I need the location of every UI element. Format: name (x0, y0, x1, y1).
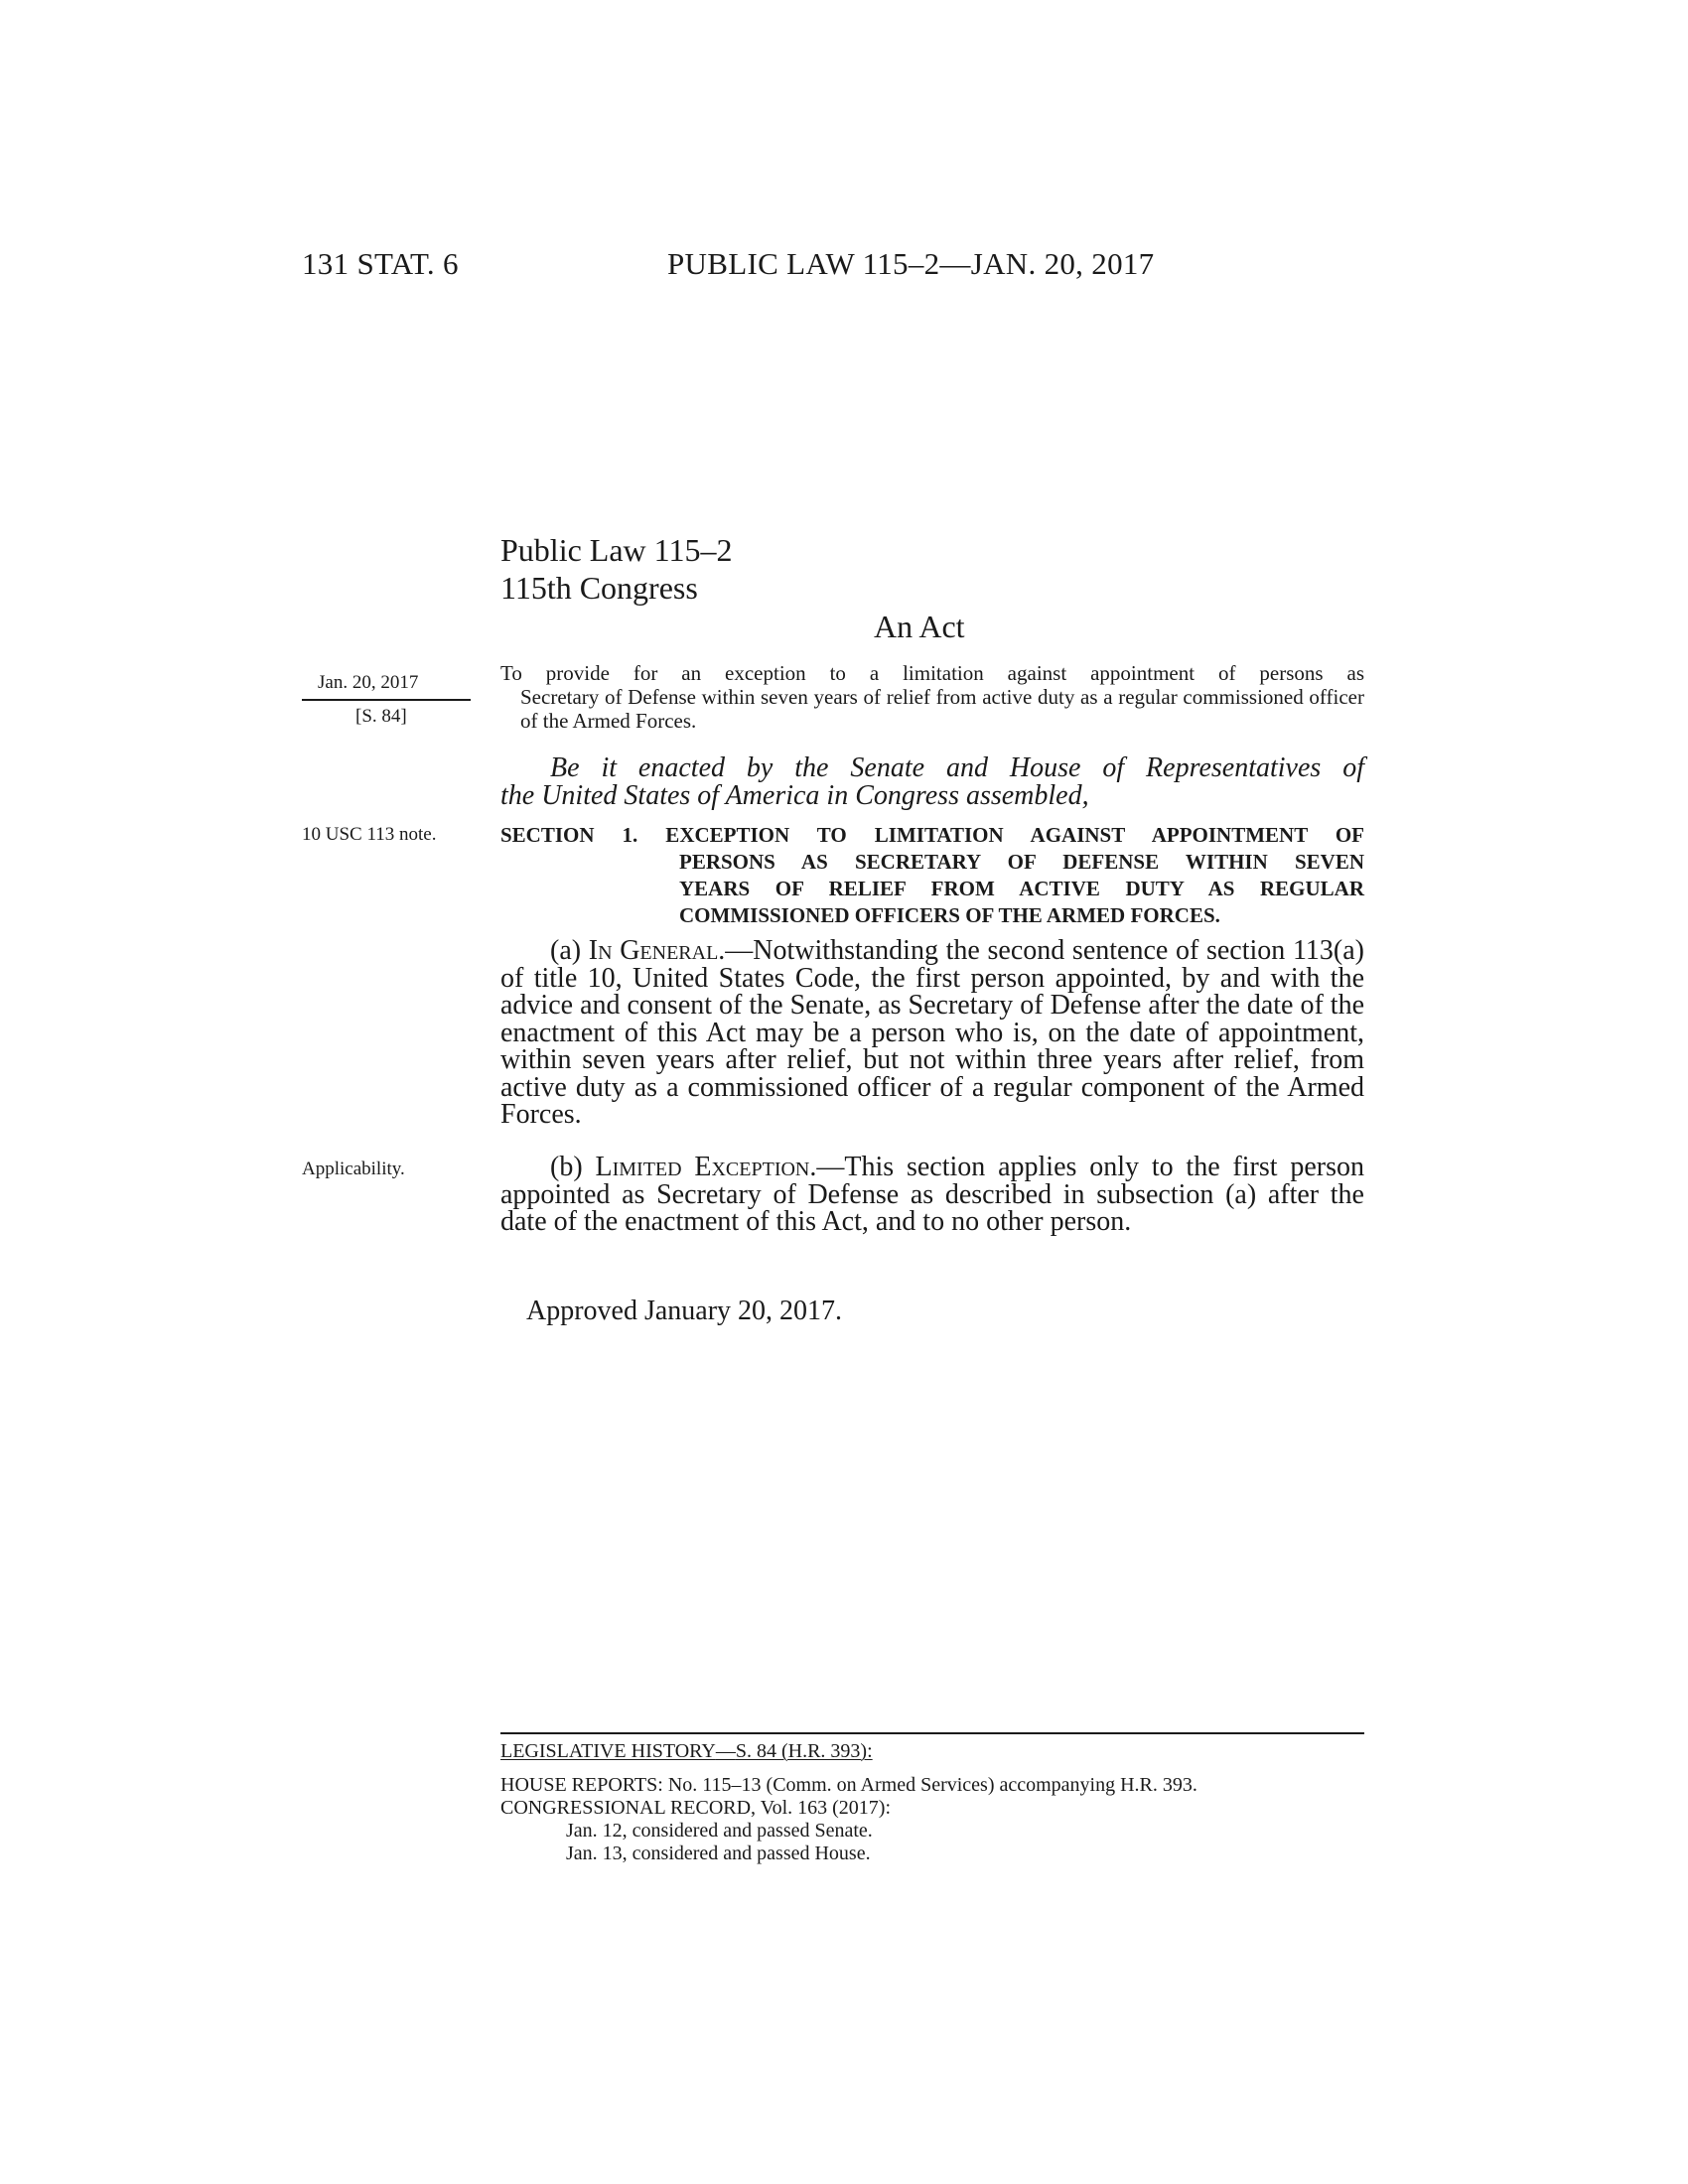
subsection-b: (b) Limited Exception.—This section applies only to the first person appointed as Secretary of Defense as described in subsection (a) after the date of the enactment of this Act, and to no other person. (500, 1152, 1365, 1237)
enacting-clause-line-2: the United States of America in Congress assembled, (500, 780, 1089, 811)
enacting-clause (500, 754, 1364, 810)
congress-number: 115th Congress (500, 570, 698, 606)
margin-note-usc: 10 USC 113 note. (302, 824, 437, 845)
legislative-history-bill: S. 84 (H.R. 393): (735, 1740, 873, 1762)
approval-date: Approved January 20, 2017. (526, 1296, 843, 1326)
section-heading-line-1: SECTION 1. EXCEPTION TO LIMITATION AGAINST APPOINTMENT OF (500, 823, 1364, 847)
subsection-b-label: (b) (550, 1152, 583, 1182)
footnote-rule (500, 1732, 1364, 1734)
purpose-rest: Secretary of Defense within seven years of relief from active duty as a regular commissioned officer of the Armed Forces. (520, 685, 1364, 733)
running-title: PUBLIC LAW 115–2—JAN. 20, 2017 (667, 246, 1155, 281)
enacting-clause-line-1: Be it enacted by the Senate and House of Representatives of (550, 752, 1364, 783)
subsection-a: (a) In General.—Notwithstanding the second sentence of section 113(a) of title 10, United States Code, the first person appointed, by and with the advice and consent of the Senate, as Secretary of Defense after the date of the enactment of this Act may be a person who is, on the date of appointment, within seven years after relief, but not within three years after relief, from active duty as a commissioned officer of a regular component of the Armed Forces. (500, 935, 1364, 1130)
act-purpose (500, 661, 1364, 733)
subsection-a-label: (a) (550, 935, 582, 966)
subsection-b-text: This section applies only to the first person appointed as Secretary of Defense as described in subsection (a) after the date of the enactment of this Act, and to no other person. (500, 1152, 1365, 1237)
congressional-record: CONGRESSIONAL RECORD, Vol. 163 (2017): (500, 1797, 891, 1819)
margin-note-bill: [S. 84] (355, 706, 407, 727)
an-act-heading: An Act (874, 609, 965, 644)
house-reports: HOUSE REPORTS: No. 115–13 (Comm. on Armed Services) accompanying H.R. 393. (500, 1774, 1197, 1796)
legislative-history-heading: LEGISLATIVE HISTORY—S. 84 (H.R. 393): (500, 1740, 873, 1762)
list-item: Jan. 12, considered and passed Senate. (566, 1820, 873, 1842)
margin-note-applicability: Applicability. (302, 1159, 405, 1179)
subsection-a-heading: In General (588, 935, 719, 966)
subsection-a-text: Notwithstanding the second sentence of section 113(a) of title 10, United States Code, the first person appointed, by and with the advice and consent of the Senate, as Secretary of Defense after the date of the enactment of this Act may be a person who is, on the date of appointment, within seven years after relief, but not within three years after relief, from active duty as a commissioned officer of a regular component of the Armed Forces. (500, 935, 1364, 1130)
public-law-number: Public Law 115–2 (500, 532, 733, 568)
margin-divider (302, 699, 471, 701)
section-heading-line-3: YEARS OF RELIEF FROM ACTIVE DUTY AS REGULAR (679, 877, 1364, 900)
legislative-history-label: LEGISLATIVE HISTORY (500, 1740, 716, 1762)
purpose-line-1: To provide for an exception to a limitation against appointment of persons as (500, 661, 1364, 685)
stat-page-number: 131 STAT. 6 (302, 246, 459, 281)
legislative-history-list (500, 1774, 1197, 1865)
section-heading-line-2: PERSONS AS SECRETARY OF DEFENSE WITHIN SEVEN (679, 850, 1364, 874)
section-heading-line-4: COMMISSIONED OFFICERS OF THE ARMED FORCES. (679, 903, 1220, 927)
list-item: Jan. 13, considered and passed House. (566, 1843, 871, 1864)
margin-note-date: Jan. 20, 2017 (318, 672, 419, 693)
section-heading (500, 822, 1364, 929)
subsection-b-heading: Limited Exception (595, 1152, 810, 1182)
